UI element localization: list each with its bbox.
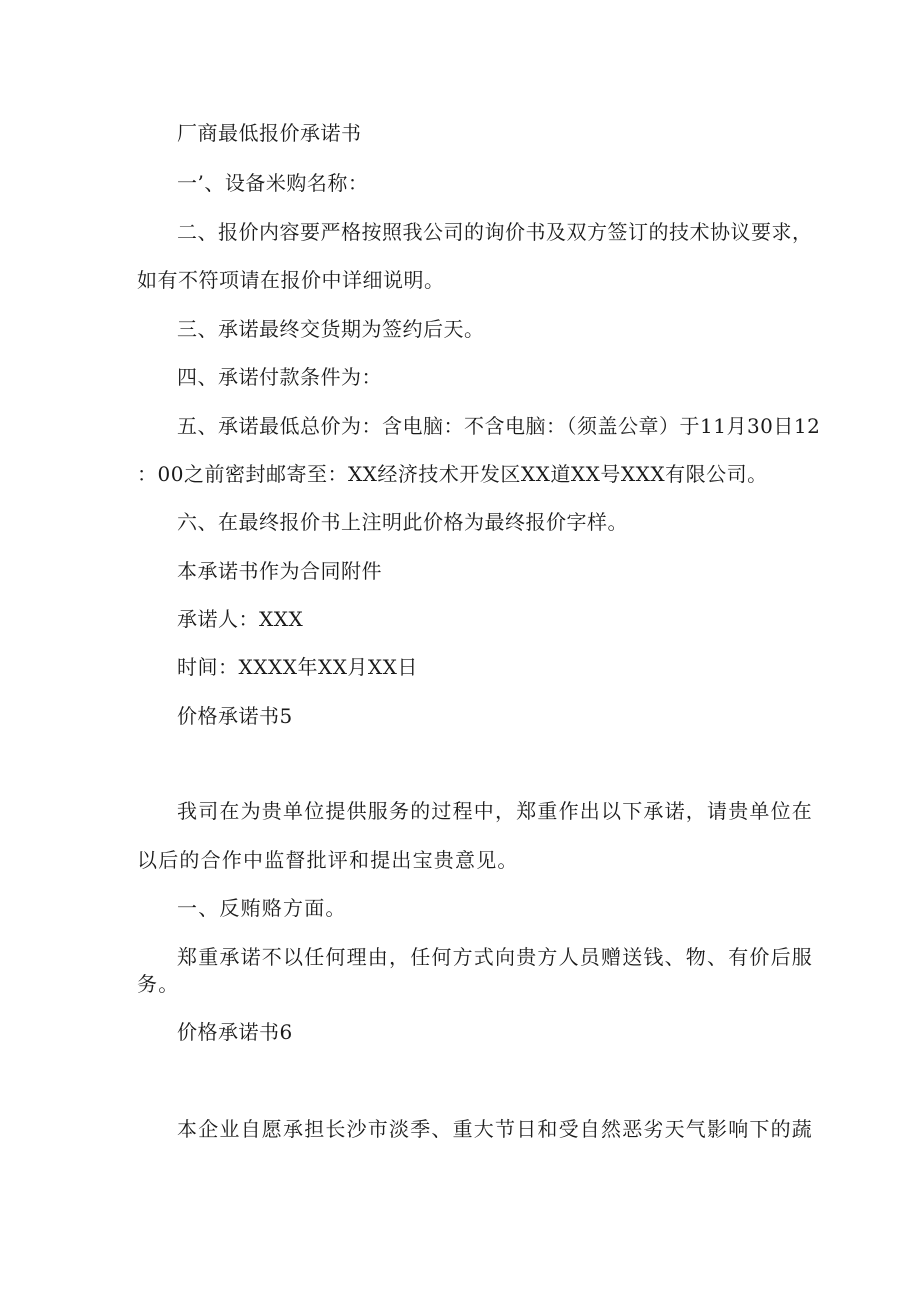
paragraph-line: 以后的合作中监督批评和提出宝贵意见。	[137, 848, 519, 872]
section-heading: 价格承诺书5	[177, 704, 293, 728]
paragraph-line: 如有不符项请在报价中详细说明。	[137, 268, 445, 292]
paragraph-line: 一、反贿赂方面。	[177, 896, 347, 920]
paragraph-line: 本企业自愿承担长沙市淡季、重大节日和受自然恶劣天气影响下的蔬	[177, 1117, 813, 1141]
paragraph-line: 本承诺书作为合同附件	[177, 559, 382, 583]
document-title: 厂商最低报价承诺书	[177, 121, 362, 145]
date-line: 时间：XXXX年XX月XX日	[177, 655, 418, 679]
paragraph-line: 郑重承诺不以任何理由，任何方式向贵方人员赠送钱、物、有价后服	[177, 945, 813, 969]
signatory-line: 承诺人：XXX	[177, 607, 304, 631]
paragraph-line: 二、报价内容要严格按照我公司的询价书及双方签订的技术协议要求，	[177, 220, 813, 244]
paragraph-line: ：00之前密封邮寄至：XX经济技术开发区XX道XX号XXX有限公司。	[137, 462, 768, 486]
paragraph-line: 三、承诺最终交货期为签约后天。	[177, 317, 485, 341]
paragraph-line: 我司在为贵单位提供服务的过程中，郑重作出以下承诺，请贵单位在	[177, 799, 813, 823]
paragraph-line: 六、在最终报价书上注明此价格为最终报价字样。	[177, 510, 628, 534]
section-heading: 价格承诺书6	[177, 1020, 293, 1044]
paragraph-line: 四、承诺付款条件为：	[177, 365, 382, 389]
paragraph-line: 五、承诺最低总价为：含电脑：不含电脑：（须盖公章）于11月30日12	[177, 414, 821, 438]
paragraph-line: 务。	[137, 972, 180, 996]
paragraph-line: 一’、设备米购名称：	[177, 171, 369, 195]
